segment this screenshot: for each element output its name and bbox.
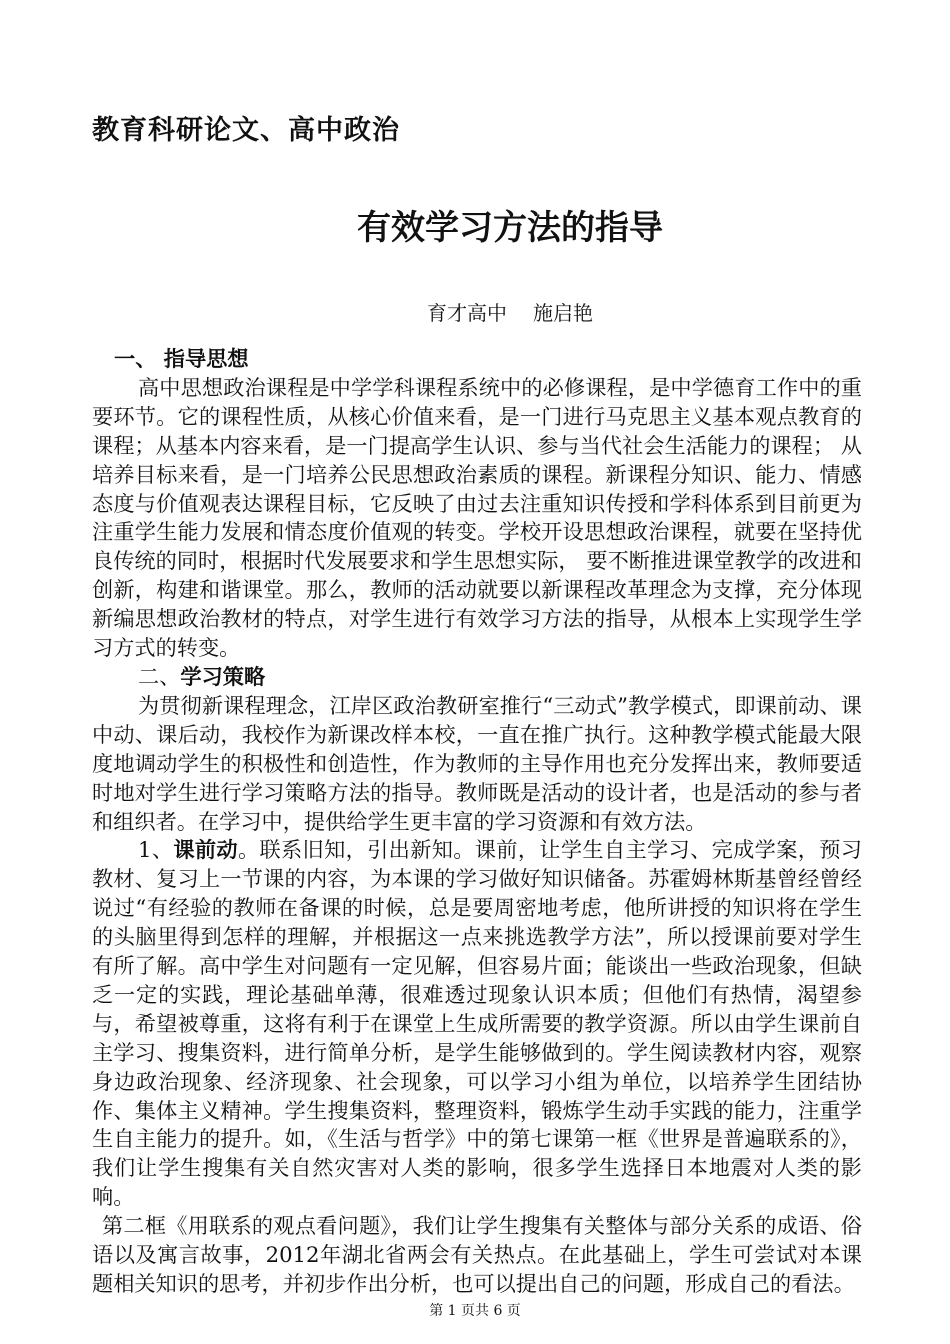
section-2-title: 学习策略 xyxy=(180,663,266,689)
category-heading: 教育科研论文、高中政治 xyxy=(92,115,400,146)
item-1-paragraph xyxy=(92,836,862,1212)
item-1-continuation: 第二框《用联系的观点看问题》，我们让学生搜集有关整体与部分关系的成语、俗语以及寓言故事，2012年湖北省两会有关热点。在此基础上，学生可尝试对本课题相关知识的思考，并初步作出分析，也可以提出自己的问题，形成自己的看法。 xyxy=(92,1213,862,1296)
item-1-label: 课前动 xyxy=(173,837,238,863)
author-line xyxy=(0,297,950,326)
page-number: 第 1 页共 6 页 xyxy=(429,1303,521,1319)
item-1-number: 1、 xyxy=(138,837,174,863)
section-2-number: 二、 xyxy=(138,663,181,689)
section-1-heading: 一、 指导思想 xyxy=(114,346,249,371)
section-1-paragraph: 高中思想政治课程是中学学科课程系统中的必修课程，是中学德育工作中的重要环节。它的课程性质，从核心价值来看，是一门进行马克思主义基本观点教育的课程；从基本内容来看，是一门提高学生认识、参与当代社会生活能力的课程； 从培养目标来看，是一门培养公民思想政治素质的课程。新课程分知识、能力、情感态度与价值观表达课程目标，它反映了由过去注重知识传授和学科体系到目前更为注重学生能力发展和情态度价值观的转变。学校开设思想政治课程，就要在坚持优良传统的同时，根据时代发展要求和学生思想实际， 要不断推进课堂教学的改进和创新，构建和谐课堂。那么，教师的活动就要以新课程改革理念为支撑，充分体现新编思想政治教材的特点，对学生进行有效学习方法的指导，从根本上实现学生学习方式的转变。 xyxy=(92,374,862,661)
section-2-heading xyxy=(92,663,862,692)
item-1-text: 。联系旧知，引出新知。课前，让学生自主学习、完成学案，预习教材、复习上一节课的内容，为本课的学习做好知识储备。苏霍姆林斯基曾经曾经说过“有经验的教师在备课的时候，总是要周密地考虑，他所讲授的知识将在学生的头脑里得到怎样的理解，并根据这一点来挑选教学方法”，所以授课前要对学生有所了解。高中学生对问题有一定见解，但容易片面；能谈出一些政治现象，但缺乏一定的实践，理论基础单薄，很难透过现象认识本质；但他们有热情，渴望参与，希望被尊重，这将有利于在课堂上生成所需要的教学资源。所以由学生课前自主学习、搜集资料，进行简单分析，是学生能够做到的。学生阅读教材内容，观察身边政治现象、经济现象、社会现象，可以学习小组为单位，以培养学生团结协作、集体主义精神。学生搜集资料，整理资料，锻炼学生动手实践的能力，注重学生自主能力的提升。如，《生活与哲学》中的第七课第一框《世界是普遍联系的》，我们让学生搜集有关自然灾害对人类的影响，很多学生选择日本地震对人类的影响。 xyxy=(92,837,862,1210)
document-body xyxy=(92,345,862,1299)
author-name: 施启艳 xyxy=(533,301,593,325)
school-name: 育才高中 xyxy=(427,301,507,325)
section-2-paragraph: 为贯彻新课程理念，江岸区政治教研室推行“三动式”教学模式，即课前动、课中动、课后动，我校作为新课改样本校，一直在推广执行。这种教学模式能最大限度地调动学生的积极性和创造性，作为教师的主导作用也充分发挥出来，教师要适时地对学生进行学习策略方法的指导。教师既是活动的设计者，也是活动的参与者和组织者。在学习中，提供给学生更丰富的学习资源和有效方法。 xyxy=(92,692,862,834)
document-title: 有效学习方法的指导 xyxy=(357,208,663,248)
